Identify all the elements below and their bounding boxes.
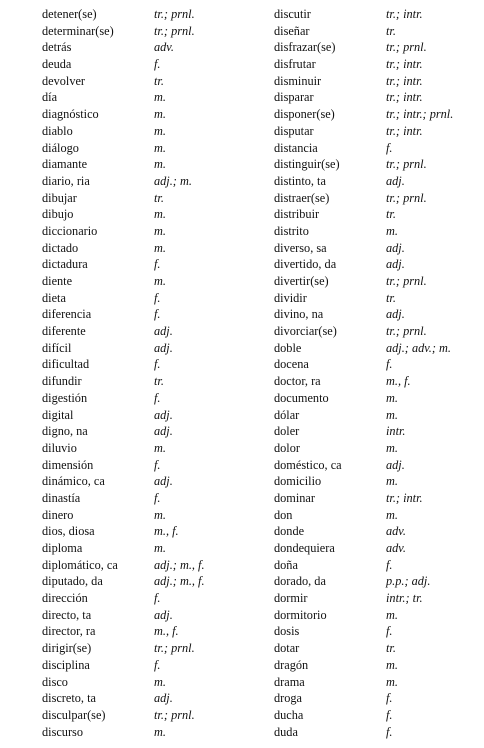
grammatical-category: tr.; prnl. bbox=[386, 40, 427, 55]
headword: distraer(se) bbox=[274, 190, 330, 205]
grammatical-category: m. bbox=[154, 507, 166, 522]
headword: duda bbox=[274, 724, 298, 739]
headword: doctor, ra bbox=[274, 374, 321, 389]
grammatical-category: m. bbox=[154, 157, 166, 172]
headword: dotar bbox=[274, 641, 300, 656]
grammatical-category: tr.; prnl. bbox=[154, 707, 195, 722]
headword: dormitorio bbox=[274, 607, 327, 622]
grammatical-category: intr. bbox=[386, 424, 406, 439]
headword: distribuir bbox=[274, 207, 320, 222]
headword: ducha bbox=[274, 707, 304, 722]
headword: diputado, da bbox=[42, 574, 103, 589]
grammatical-category: m. bbox=[154, 724, 166, 739]
grammatical-category: adj. bbox=[154, 424, 173, 439]
grammatical-category: m. bbox=[386, 657, 398, 672]
headword: dragón bbox=[274, 657, 309, 672]
headword: dictado bbox=[42, 240, 79, 255]
headword: dosis bbox=[274, 624, 300, 639]
headword: digital bbox=[42, 407, 74, 422]
headword: dios, diosa bbox=[42, 524, 95, 539]
grammatical-category: adj.; m., f. bbox=[154, 574, 205, 589]
headword: deuda bbox=[42, 57, 72, 72]
grammatical-category: adj. bbox=[154, 340, 173, 355]
headword: diplomático, ca bbox=[42, 557, 118, 572]
headword: día bbox=[42, 90, 58, 105]
grammatical-category: tr.; intr. bbox=[386, 490, 423, 505]
grammatical-category: tr.; intr.; prnl. bbox=[386, 107, 454, 122]
headword: drama bbox=[274, 674, 305, 689]
grammatical-category: m. bbox=[386, 607, 398, 622]
headword: digestión bbox=[42, 390, 88, 405]
headword: dirigir(se) bbox=[42, 641, 92, 656]
headword: disparar bbox=[274, 90, 314, 105]
headword: dominar bbox=[274, 490, 315, 505]
grammatical-category: adj. bbox=[386, 173, 405, 188]
grammatical-category: tr. bbox=[154, 374, 164, 389]
grammatical-category: adv. bbox=[386, 541, 406, 555]
grammatical-category: tr.; prnl. bbox=[154, 641, 195, 656]
grammatical-category: m. bbox=[154, 90, 166, 105]
grammatical-category: adv. bbox=[154, 40, 174, 55]
headword: diploma bbox=[42, 541, 83, 555]
headword: diagnóstico bbox=[42, 107, 99, 122]
headword: dondequiera bbox=[274, 541, 335, 555]
headword: distancia bbox=[274, 140, 318, 155]
grammatical-category: f. bbox=[154, 307, 161, 322]
headword: diente bbox=[42, 274, 73, 288]
grammatical-category: tr. bbox=[154, 190, 164, 205]
grammatical-category: adv. bbox=[386, 524, 406, 539]
grammatical-category: tr. bbox=[154, 73, 164, 88]
headword: disculpar(se) bbox=[42, 707, 106, 722]
headword: distrito bbox=[274, 223, 309, 238]
grammatical-category: adj. bbox=[386, 240, 405, 255]
grammatical-category: tr.; intr. bbox=[386, 90, 423, 105]
grammatical-category: f. bbox=[154, 390, 161, 405]
grammatical-category: f. bbox=[386, 724, 393, 739]
grammatical-category: adj. bbox=[154, 407, 173, 422]
grammatical-category: m. bbox=[386, 407, 398, 422]
headword: dólar bbox=[274, 407, 300, 422]
grammatical-category: f. bbox=[154, 290, 161, 305]
grammatical-category: m. bbox=[154, 123, 166, 138]
headword: determinar(se) bbox=[42, 23, 114, 38]
grammatical-category: adj. bbox=[386, 457, 405, 472]
headword: docena bbox=[274, 357, 309, 372]
headword: diluvio bbox=[42, 440, 77, 455]
grammatical-category: tr.; prnl. bbox=[154, 23, 195, 38]
grammatical-category: intr.; tr. bbox=[386, 591, 423, 606]
headword: distinguir(se) bbox=[274, 157, 340, 172]
grammatical-category: f. bbox=[154, 257, 161, 272]
headword: disfrutar bbox=[274, 57, 316, 72]
grammatical-category: tr. bbox=[386, 641, 396, 656]
headword: dolor bbox=[274, 440, 300, 455]
grammatical-category: tr.; prnl. bbox=[386, 157, 427, 172]
headword: disminuir bbox=[274, 73, 322, 88]
headword: digno, na bbox=[42, 424, 88, 439]
grammatical-category: m. bbox=[154, 541, 166, 555]
headword: diferencia bbox=[42, 307, 92, 322]
headword: divertir(se) bbox=[274, 274, 329, 288]
grammatical-category: adj. bbox=[154, 474, 173, 489]
grammatical-category: tr.; prnl. bbox=[154, 7, 195, 21]
grammatical-category: tr.; prnl. bbox=[386, 274, 427, 288]
grammatical-category: m., f. bbox=[154, 624, 179, 639]
grammatical-category: m. bbox=[154, 674, 166, 689]
grammatical-category: m. bbox=[154, 274, 166, 288]
grammatical-category: f. bbox=[386, 624, 393, 639]
grammatical-category: m. bbox=[386, 507, 398, 522]
grammatical-category: tr.; prnl. bbox=[386, 190, 427, 205]
headword: discreto, ta bbox=[42, 691, 96, 706]
headword: director, ra bbox=[42, 624, 96, 639]
headword: divorciar(se) bbox=[274, 324, 337, 339]
headword: discutir bbox=[274, 7, 311, 21]
grammatical-category: adj.; m. bbox=[154, 173, 192, 188]
headword: don bbox=[274, 507, 293, 522]
grammatical-category: f. bbox=[386, 707, 393, 722]
grammatical-category: m. bbox=[154, 240, 166, 255]
headword: disputar bbox=[274, 123, 314, 138]
headword: dimensión bbox=[42, 457, 94, 472]
headword: dirección bbox=[42, 591, 88, 606]
grammatical-category: f. bbox=[154, 591, 161, 606]
grammatical-category: f. bbox=[154, 657, 161, 672]
grammatical-category: f. bbox=[386, 140, 393, 155]
grammatical-category: m., f. bbox=[154, 524, 179, 539]
grammatical-category: m. bbox=[386, 674, 398, 689]
grammatical-category: tr. bbox=[386, 23, 396, 38]
grammatical-category: f. bbox=[154, 457, 161, 472]
headword: doble bbox=[274, 340, 302, 355]
grammatical-category: f. bbox=[386, 357, 393, 372]
headword: dibujar bbox=[42, 190, 77, 205]
grammatical-category: m. bbox=[386, 440, 398, 455]
headword: detener(se) bbox=[42, 7, 97, 21]
grammatical-category: m. bbox=[386, 474, 398, 489]
headword: difícil bbox=[42, 340, 72, 355]
headword: disciplina bbox=[42, 657, 90, 672]
headword: diálogo bbox=[42, 140, 79, 155]
grammatical-category: adj. bbox=[154, 324, 173, 339]
grammatical-category: m. bbox=[154, 140, 166, 155]
headword: dibujo bbox=[42, 207, 74, 222]
grammatical-category: adj.; adv.; m. bbox=[386, 340, 451, 355]
grammatical-category: f. bbox=[154, 490, 161, 505]
grammatical-category: m. bbox=[154, 223, 166, 238]
grammatical-category: m. bbox=[154, 107, 166, 122]
headword: detrás bbox=[42, 40, 72, 55]
grammatical-category: f. bbox=[386, 557, 393, 572]
grammatical-category: m., f. bbox=[386, 374, 411, 389]
headword: dividir bbox=[274, 290, 307, 305]
grammatical-category: adj. bbox=[386, 257, 405, 272]
headword: droga bbox=[274, 691, 302, 706]
grammatical-category: tr. bbox=[386, 290, 396, 305]
headword: dificultad bbox=[42, 357, 90, 372]
grammatical-category: tr.; intr. bbox=[386, 73, 423, 88]
headword: diccionario bbox=[42, 223, 98, 238]
headword: dorado, da bbox=[274, 574, 326, 589]
headword: diario, ria bbox=[42, 173, 90, 188]
grammatical-category: tr.; intr. bbox=[386, 123, 423, 138]
grammatical-category: tr.; intr. bbox=[386, 57, 423, 72]
headword: doler bbox=[274, 424, 300, 439]
headword: diferente bbox=[42, 324, 86, 339]
headword: doméstico, ca bbox=[274, 457, 342, 472]
headword: dormir bbox=[274, 591, 308, 606]
headword: directo, ta bbox=[42, 607, 92, 622]
grammatical-category: f. bbox=[154, 357, 161, 372]
headword: diablo bbox=[42, 123, 73, 138]
grammatical-category: m. bbox=[386, 223, 398, 238]
grammatical-category: adj. bbox=[154, 607, 173, 622]
headword: diverso, sa bbox=[274, 240, 327, 255]
headword: documento bbox=[274, 390, 329, 405]
headword: dinastía bbox=[42, 490, 81, 505]
headword: divertido, da bbox=[274, 257, 337, 272]
grammatical-category: p.p.; adj. bbox=[386, 574, 431, 589]
headword: diamante bbox=[42, 157, 88, 172]
headword: disco bbox=[42, 674, 68, 689]
headword: dieta bbox=[42, 290, 66, 305]
headword: diseñar bbox=[274, 23, 310, 38]
grammatical-category: tr.; prnl. bbox=[386, 324, 427, 339]
grammatical-category: adj. bbox=[386, 307, 405, 322]
grammatical-category: m. bbox=[154, 207, 166, 222]
headword: domicilio bbox=[274, 474, 322, 489]
headword: dinámico, ca bbox=[42, 474, 105, 489]
headword: dinero bbox=[42, 507, 74, 522]
grammatical-category: f. bbox=[386, 691, 393, 706]
grammatical-category: adj.; m., f. bbox=[154, 557, 205, 572]
grammatical-category: tr. bbox=[386, 207, 396, 222]
grammatical-category: tr.; intr. bbox=[386, 7, 423, 21]
headword: disfrazar(se) bbox=[274, 40, 336, 55]
headword: donde bbox=[274, 524, 305, 539]
headword: difundir bbox=[42, 374, 82, 389]
headword: divino, na bbox=[274, 307, 324, 322]
headword: doña bbox=[274, 557, 298, 572]
grammatical-category: f. bbox=[154, 57, 161, 72]
headword: distinto, ta bbox=[274, 173, 326, 188]
grammatical-category: adj. bbox=[154, 691, 173, 706]
headword: disponer(se) bbox=[274, 107, 335, 122]
grammatical-category: m. bbox=[386, 390, 398, 405]
headword: discurso bbox=[42, 724, 83, 739]
grammatical-category: m. bbox=[154, 440, 166, 455]
headword: dictadura bbox=[42, 257, 88, 272]
headword: devolver bbox=[42, 73, 86, 88]
